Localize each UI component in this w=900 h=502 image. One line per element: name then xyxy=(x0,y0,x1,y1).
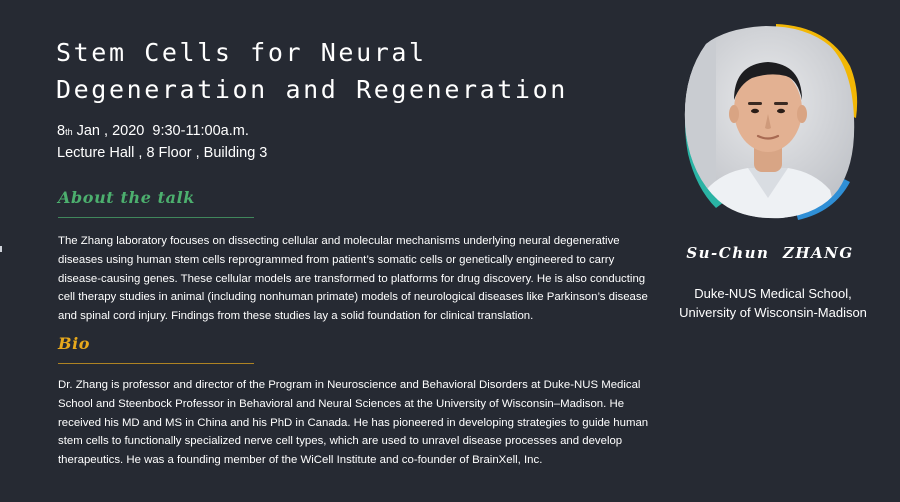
bio-text: Dr. Zhang is professor and director of the Program in Neuroscience and Behavioral Disorders at Duke-NUS Medical School and Steenbock Professor in Behavioral and Neural Sciences at the University of Wisconsin–Madison. He received his MD and MS in China and his PhD in Canada. He has pioneered in developing strategies to guide human stem cells to functionally specialized nerve cell types, which are used to unravel disease processes and develop therapeutics. He was a founding member of the WiCell Institute and co-founder of BrainXell, Inc. xyxy=(58,379,649,467)
bio-heading: Bio xyxy=(58,334,91,353)
speaker-portrait xyxy=(678,22,858,222)
about-text: The Zhang laboratory focuses on dissecting cellular and molecular mechanisms underlying neural degenerative diseases using human stem cells reprogrammed from patient’s somatic cells or genetically engineered to carry disease-causing genes. These cellular models are transformed to platforms for drug discovery. He is also conducting cell therapy studies in animal (including nonhuman primate) models of neurological diseases like Parkinson’s disease and spinal cord injury. Findings from these studies lay a solid foundation for clinical translation. xyxy=(58,235,648,323)
about-heading: About the talk xyxy=(58,188,195,207)
event-date-rest: Jan , 2020 9:30-11:00a.m. xyxy=(72,123,249,139)
speaker-photo xyxy=(678,22,858,222)
event-info xyxy=(57,120,267,164)
event-date-time xyxy=(57,120,267,142)
speaker-affiliation xyxy=(668,285,878,322)
talk-title-line-2: Degeneration and Regeneration xyxy=(56,75,568,104)
event-date-day: 8 xyxy=(57,123,66,139)
event-date-suffix: th xyxy=(65,127,73,137)
speaker-name: Su-Chun ZHANG xyxy=(686,244,854,262)
event-location: Lecture Hall , 8 Floor , Building 3 xyxy=(57,145,268,161)
about-divider xyxy=(58,217,254,218)
speaker-affiliation-line-2: University of Wisconsin-Madison xyxy=(679,304,867,320)
talk-title-line-1: Stem Cells for Neural xyxy=(56,38,427,67)
edge-marker xyxy=(0,246,2,252)
bio-divider xyxy=(58,363,254,364)
speaker-affiliation-line-1: Duke-NUS Medical School, xyxy=(694,286,852,301)
talk-title xyxy=(56,34,656,108)
